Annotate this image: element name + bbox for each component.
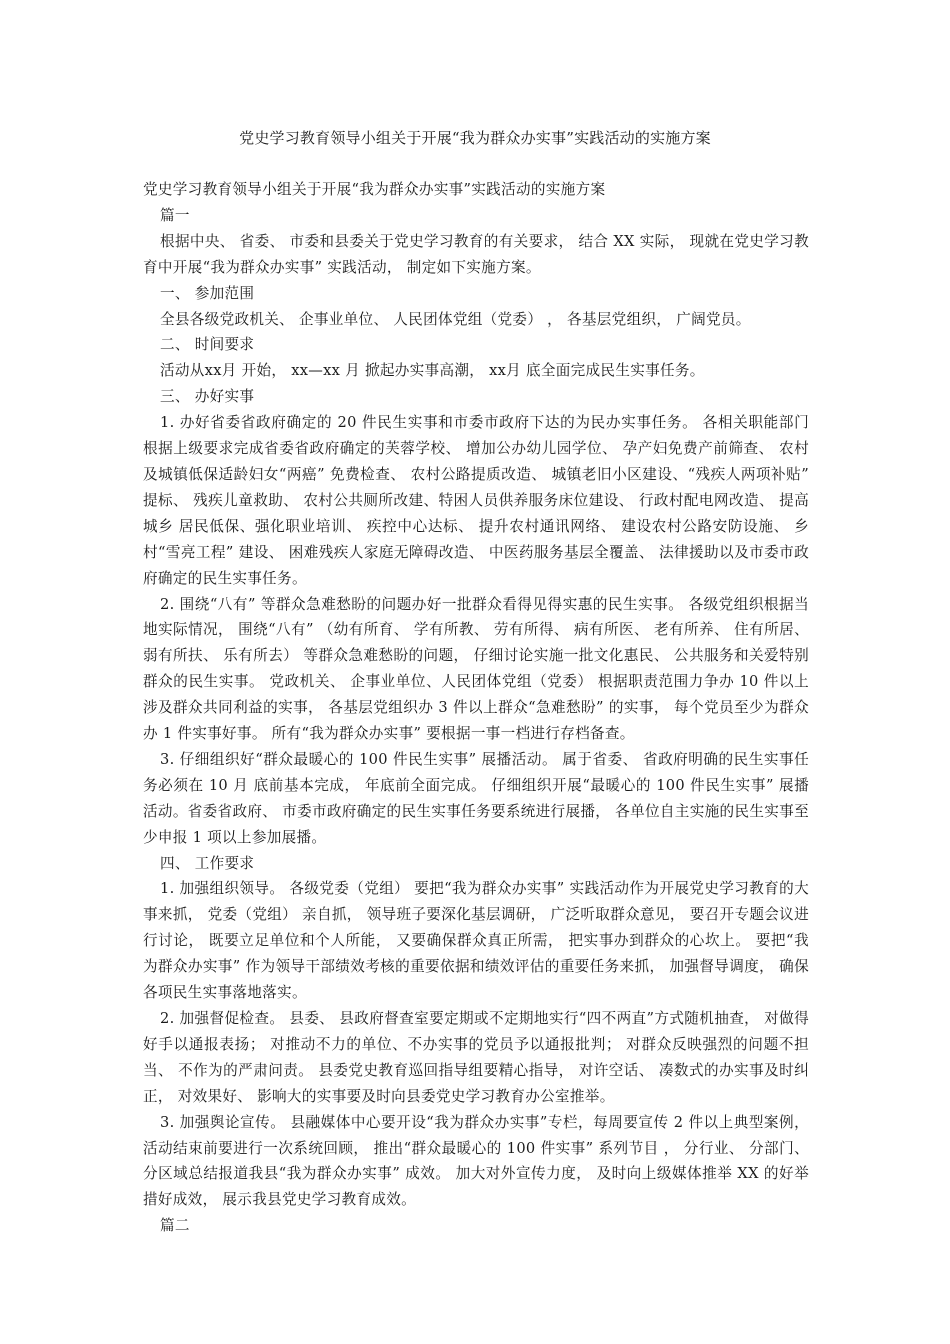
paragraph: 党史学习教育领导小组关于开展“我为群众办实事”实践活动的实施方案 bbox=[143, 181, 606, 198]
paragraph: 根据中央、 省委、 市委和县委关于党史学习教育的有关要求， 结合 XX 实际， 现就在党史学习教育中开展“我为群众办实事” 实践活动， 制定如下实施方案。 bbox=[143, 232, 810, 276]
paragraph: 一、 参加范围 bbox=[160, 284, 255, 302]
paragraph: 1. 加强组织领导。 各级党委（党组） 要把“我为群众办实事” 实践活动作为开展党史学习教育的大事来抓， 党委（党组） 亲自抓， 领导班子要深化基层调研， 广泛听取群众意见， 要召开专题会议进行讨论， 既要立足单位和个人所能， 又要确保群众真正所需， 把实事办到群众的心坎上。 要把“我为群众办实事” 作为领导干部绩效考核的重要依据和绩效评估的重要任务来抓， 加强督导调度， 确保各项民生实事落地落实。 bbox=[143, 880, 809, 1002]
paragraph: 四、 工作要求 bbox=[160, 854, 255, 872]
paragraph: 1. 办好省委省政府确定的 20 件民生实事和市委市政府下达的为民办实事任务。 各相关职能部门根据上级要求完成省委省政府确定的芙蓉学校、 增加公办幼儿园学位、 孕产妇免费产前筛查、 农村及城镇低保适龄妇女“两癌” 免费检查、 农村公路提质改造、 城镇老旧小区建设、“残疾人两项补贴” 提标、 残疾儿童救助、 农村公共厕所改建、特困人员供养服务床位建设、 行政村配电网改造、 提高城乡 居民低保、强化职业培训、 疾控中心达标、 提升农村通讯网络、 建设农村公路安防设施、 乡 村“雪亮工程” 建设、 困难残疾人家庭无障碍改造、 中医药服务基层全覆盖、 法律援助以及市委市政府确定的民生实事任务。 bbox=[143, 414, 809, 587]
paragraph: 三、 办好实事 bbox=[160, 388, 255, 406]
paragraph: 活动从xx月 开始， xx—xx 月 掀起办实事高潮， xx月 底全面完成民生实事任务。 bbox=[160, 362, 705, 380]
document-body bbox=[143, 177, 809, 1239]
paragraph: 全县各级党政机关、 企事业单位、 人民团体党组（党委） ， 各基层党组织， 广阔党员。 bbox=[160, 310, 751, 328]
paragraph: 3. 加强舆论宣传。 县融媒体中心要开设“我为群众办实事”专栏，每周要宣传 2 件以上典型案例， 活动结束前要进行一次系统回顾， 推出“群众最暖心的 100 件实事” 系列节目 ， 分行业、 分部门、 分区域总结报道我县“我为群众办实事” 成效。 加大对外宣传力度， 及时向上级媒体推举 XX 的好举措好成效， 展示我县党史学习教育成效。 bbox=[143, 1113, 809, 1209]
paragraph: 篇二 bbox=[160, 1217, 190, 1235]
paragraph: 篇一 bbox=[160, 206, 190, 224]
paragraph: 2. 加强督促检查。 县委、 县政府督查室要定期或不定期地实行“四不两直”方式随机抽查， 对做得好手以通报表扬； 对推动不力的单位、不办实事的党员予以通报批判； 对群众反映强烈的问题不担当、 不作为的严肃问责。 县委党史教育巡回指导组要精心指导， 对许空话、 凑数式的办实事及时纠正， 对效果好、 影响大的实事要及时向县委党史学习教育办公室推举。 bbox=[143, 1010, 809, 1105]
paragraph: 2. 围绕“八有” 等群众急难愁盼的问题办好一批群众看得见得实惠的民生实事。 各级党组织根据当地实际情况， 围绕“八有” （幼有所育、 学有所教、 劳有所得、 病有所医、 老有所养、 住有所居、 弱有所扶、 乐有所去） 等群众急难愁盼的问题， 仔细讨论实施一批文化惠民、 公共服务和关爱特别群众的民生实事。 党政机关、 企事业单位、人民团体党组（党委） 根据职责范围力争办 10 件以上涉及群众共同利益的实事， 各基层党组织办 3 件以上群众“急难愁盼” 的实事， 每个党员至少为群众办 1 件实事好事。 所有“我为群众办实事” 要根据一事一档进行存档备查。 bbox=[143, 595, 809, 743]
paragraph: 3. 仔细组织好“群众最暖心的 100 件民生实事” 展播活动。 属于省委、 省政府明确的民生实事任务必须在 10 月 底前基本完成， 年底前全面完成。 仔细组织开展“最暖心的 100 件民生实事” 展播活动。省委省政府、 市委市政府确定的民生实事任务要系统进行展播， 各单位自主实施的民生实事至少申报 1 项以上参加展播。 bbox=[143, 750, 809, 846]
page-title: 党史学习教育领导小组关于开展“我为群众办实事”实践活动的实施方案 bbox=[239, 129, 711, 147]
paragraph: 二、 时间要求 bbox=[160, 336, 255, 354]
